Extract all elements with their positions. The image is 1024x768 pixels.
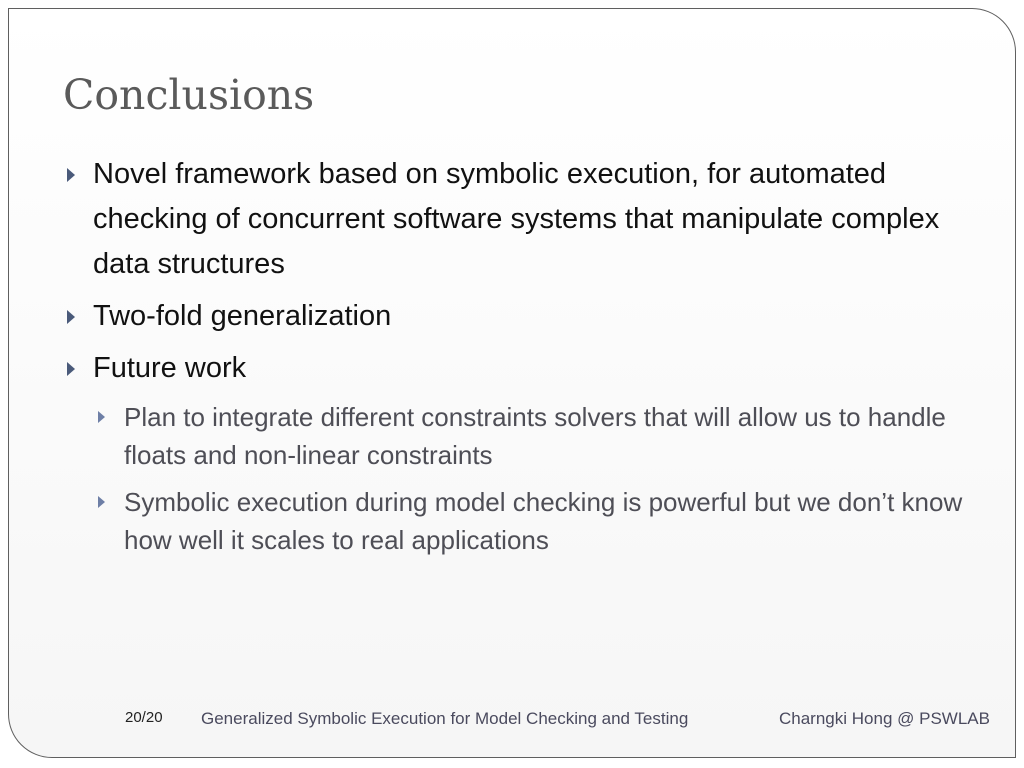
footer-author: Charngki Hong @ PSWLAB: [779, 709, 990, 728]
sub-bullet-item: [63, 483, 973, 559]
bullet-text: Novel framework based on symbolic execution, for automated checking of concurrent software systems that manipulate complex data structures: [93, 158, 940, 280]
triangle-right-icon: [98, 411, 105, 423]
triangle-right-icon: [67, 168, 75, 182]
triangle-right-icon: [67, 362, 75, 376]
slide-title: Conclusions: [63, 71, 315, 119]
slide: [8, 8, 1016, 758]
page-number: 20/20: [125, 709, 163, 726]
bullet-item: [63, 152, 973, 287]
footer-talk-title: Generalized Symbolic Execution for Model Checking and Testing: [201, 709, 689, 728]
bullet-text: Future work: [93, 352, 247, 384]
sub-bullet-text: Symbolic execution during model checking is powerful but we don’t know how well it scales to real applications: [124, 487, 963, 555]
bullet-item: [63, 294, 973, 339]
slide-content: [63, 152, 973, 568]
triangle-right-icon: [98, 496, 105, 508]
sub-bullet-item: [63, 398, 973, 474]
triangle-right-icon: [67, 310, 75, 324]
bullet-text: Two-fold generalization: [93, 300, 392, 332]
sub-bullet-text: Plan to integrate different constraints solvers that will allow us to handle floats and non-linear constraints: [124, 402, 946, 470]
bullet-item: [63, 346, 973, 391]
